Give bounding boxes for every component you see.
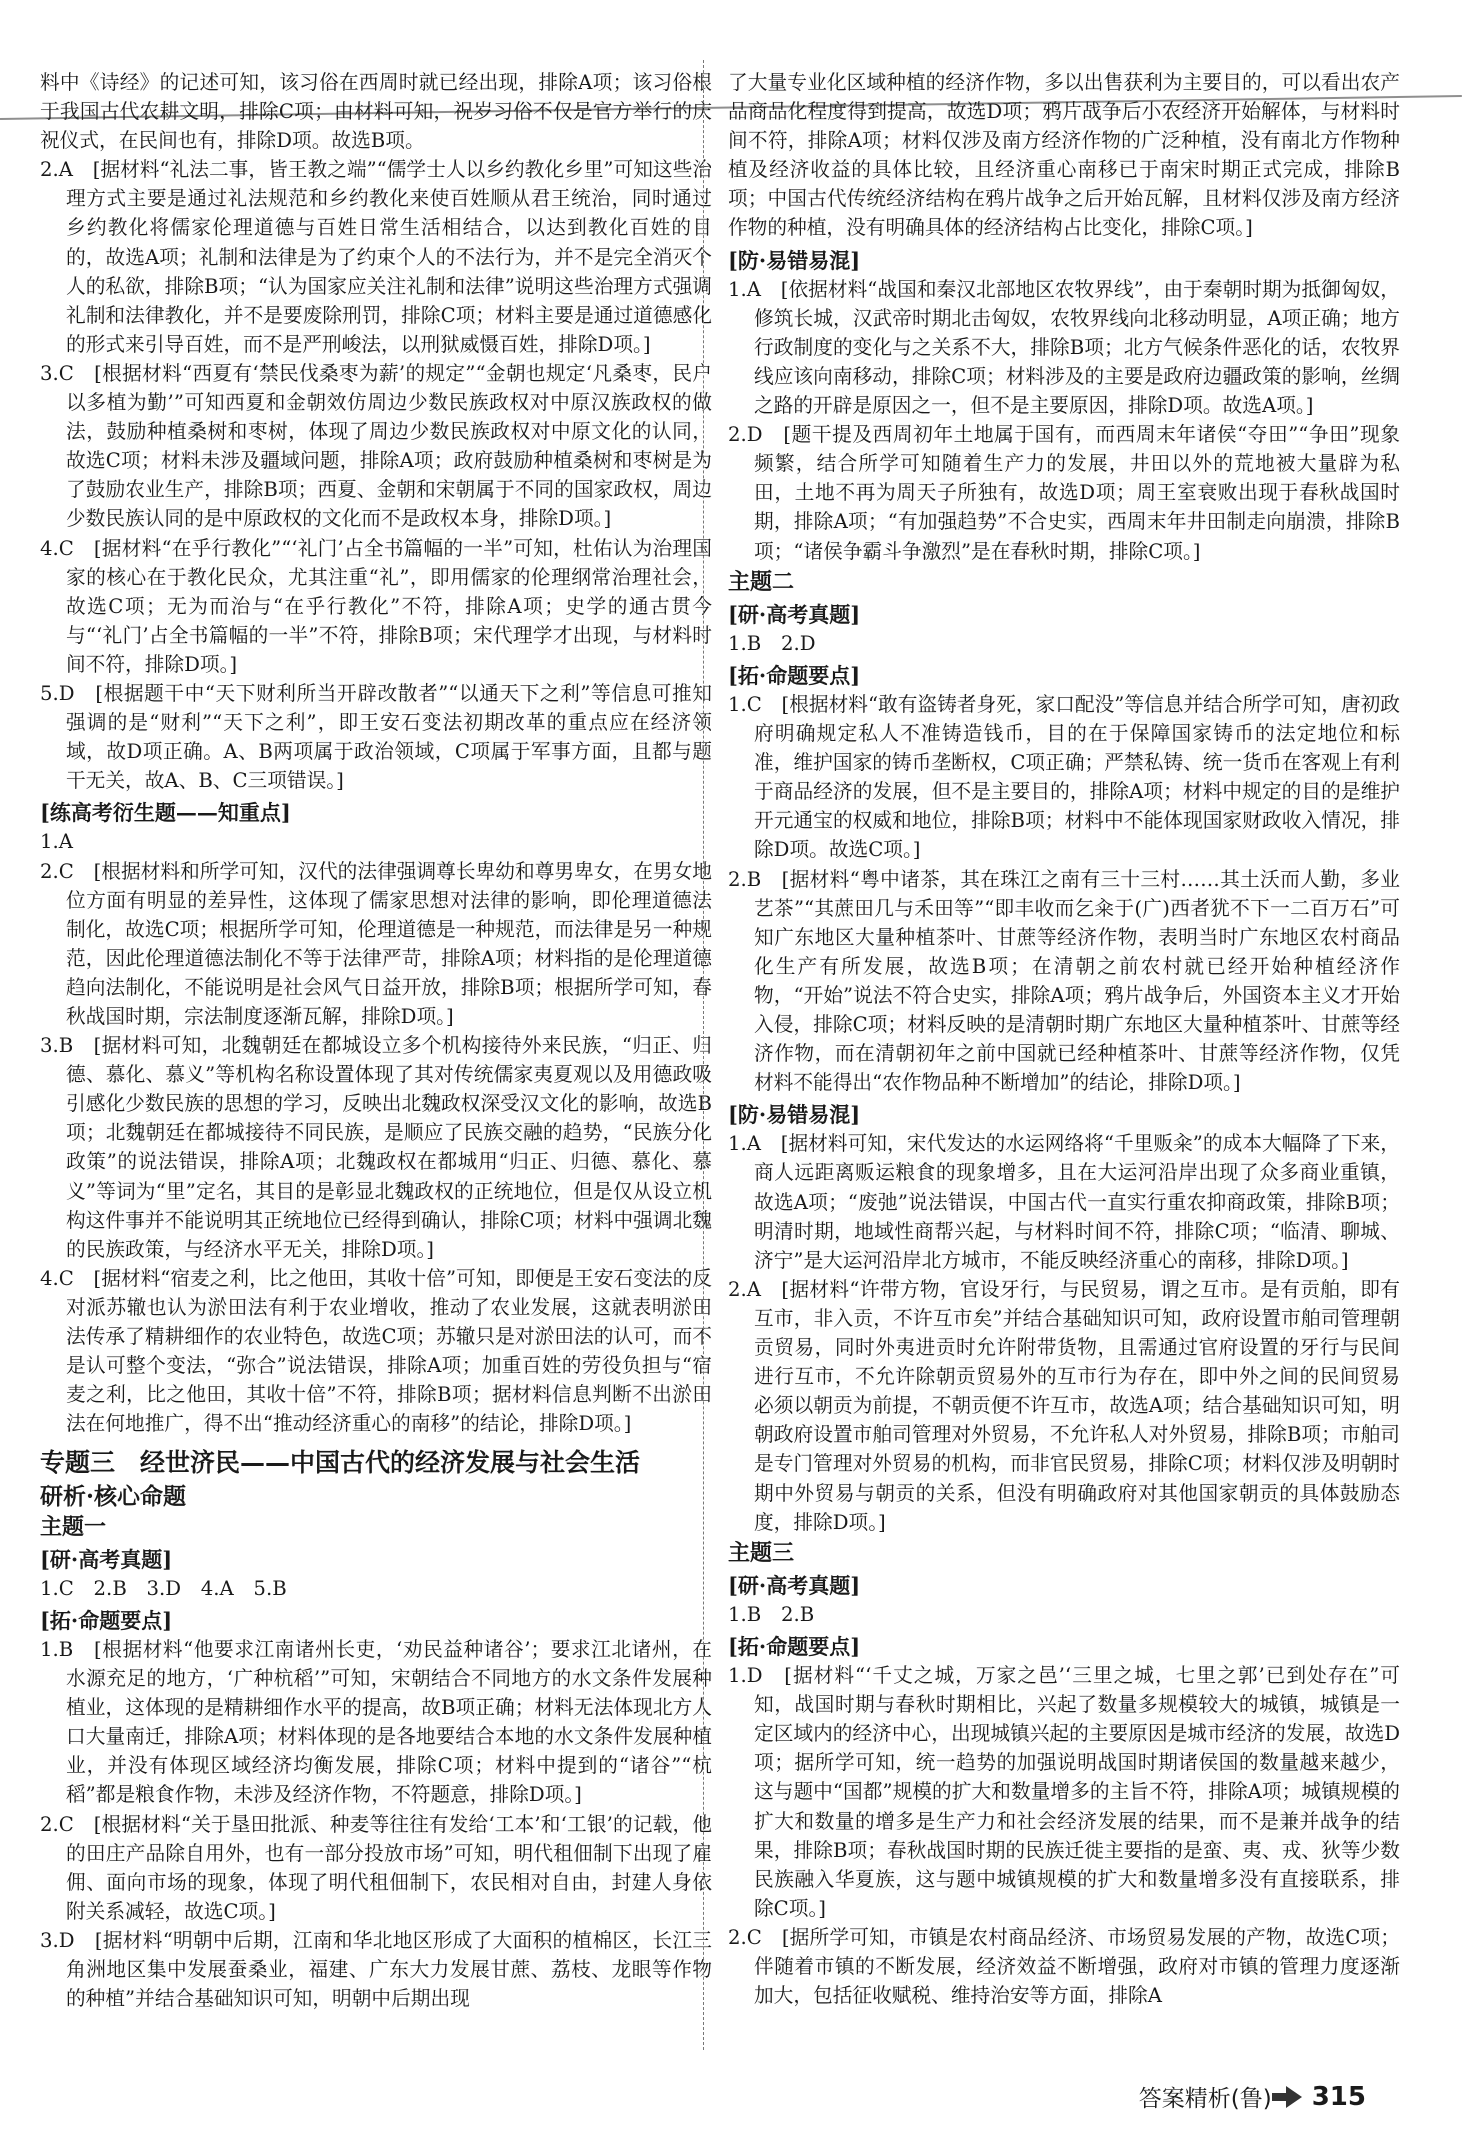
answer-item: 5.D [根据题干中“天下财利所当开辟改散者”“以通天下之利”等信息可推知强调的是“财利”“天下之利”，即王安石变法初期改革的重点应在经济领域，故D项正确。A、B两项属于政治领域，C项属于军事方面，且都与题干无关，故A、B、C三项错误。] [40,681,712,793]
answer-item: 2.A [据材料“许带方物，官设牙行，与民贸易，谓之互市。是有贡舶，即有互市，非入贡，不许互市矣”并结合基础知识可知，政府设置市舶司管理朝贡贸易，同时外夷进贡时允许附带货物，且需通过官府设置的牙行与民间进行互市，不允许除朝贡贸易外的互市行为存在，即中外之间的民间贸易必须以朝贡为前提，不朝贡便不许互市，故选A项；结合基础知识可知，明朝政府设置市舶司管理对外贸易，不允许私人对外贸易，排除B项；市舶司是专门管理对外贸易的机构，而非官民贸易，排除C项；材料仅涉及明朝时期中外贸易与朝贡的关系，但没有明确政府对其他国家朝贡的具体鼓励态度，排除D项。] [728,1277,1400,1534]
answer-item: 1.C [根据材料“敢有盗铸者身死，家口配没”等信息并结合所学可知，唐初政府明确规定私人不准铸造钱币，目的在于保障国家铸币的法定地位和标准，维护国家的铸币垄断权，C项正确；严禁私铸、统一货币在客观上有利于商品经济的发展，但不是主要目的，排除A项；材料中规定的目的是维护开元通宝的权威和地位，排除B项；材料中不能体现国家财政收入情况，排除D项。故选C项。] [728,692,1400,862]
section-tag: [练高考衍生题——知重点] [40,800,291,826]
paragraph: 1.C 2.B 3.D 4.A 5.B [40,1576,287,1600]
section-tag: [防·易错易混] [728,247,861,273]
answer-item: 2.C [根据材料“关于垦田批派、种麦等往往有发给‘工本’和‘工银’的记载，他的田庄产品除自用外，也有一部分投放市场”可知，明代租佃制下出现了雇佣、面向市场的现象，体现了明代租佃制下，农民相对自由，封建人身依附关系减轻，故选C项。] [40,1812,712,1923]
section-tag: [研·高考真题] [728,1572,861,1598]
section-tag: [研·高考真题] [40,1546,173,1572]
chapter-heading: 专题三 经世济民——中国古代的经济发展与社会生活 [40,1448,641,1478]
topic-heading: 主题一 [40,1513,107,1540]
paragraph: 1.A [40,830,74,854]
page-footer [1139,2080,1366,2113]
footer-label: 答案精析(鲁) [1138,2086,1272,2112]
answer-item: 3.D [据材料“明朝中后期，江南和华北地区形成了大面积的植棉区，长江三角洲地区集中发展蚕桑业，福建、广东大力发展甘蔗、荔枝、龙眼等作物的种植”并结合基础知识可知，明朝中后期出现 [40,1928,712,2011]
topic-heading: 主题二 [728,568,795,595]
page-number: 315 [1311,2081,1366,2112]
section-tag: [拓·命题要点] [40,1607,173,1633]
section-tag: [拓·命题要点] [728,662,861,688]
answer-item: 3.C [根据材料“西夏有‘禁民伐桑枣为薪’的规定”“金朝也规定‘凡桑枣，民户以多植为勤’”可知西夏和金朝效仿周边少数民族政权对中原汉族政权的做法，鼓励种植桑树和枣树，体现了周边少数民族政权对中原文化的认同，故选C项；材料未涉及疆域问题，排除A项；政府鼓励种植桑树和枣树是为了鼓励农业生产，排除B项；西夏、金朝和宋朝属于不同的国家政权，周边少数民族认同的是中原政权的文化而不是政权本身，排除D项。] [40,361,712,531]
answer-item: 2.C [根据材料和所学可知，汉代的法律强调尊长卑幼和尊男卑女，在男女地位方面有明显的差异性，这体现了儒家思想对法律的影响，即伦理道德法制化，故选C项；根据所学可知，伦理道德是一种规范，而法律是另一种规范，因此伦理道德法制化不等于法律严苛，排除A项；材料指的是伦理道德趋向法制化，不能说明是社会风气日益开放，排除B项；根据所学可知，春秋战国时期，宗法制度逐渐瓦解，排除D项。] [40,859,712,1028]
paragraph: 1.B 2.D [728,631,816,655]
section-tag: [研·高考真题] [728,601,861,627]
answer-item: 3.B [据材料可知，北魏朝廷在都城设立多个机构接待外来民族，“归正、归德、慕化、慕义”等机构名称设置体现了其对传统儒家夷夏观以及用德政吸引感化少数民族的思想的学习，反映出北魏政权深受汉文化的影响，故选B项；北魏朝廷在都城接待不同民族，是顺应了民族交融的趋势，“民族分化政策”的说法错误，排除A项；北魏政权在都城用“归正、归德、慕化、慕义”等词为“里”定名，其目的是彰显北魏政权的正统地位，但是仅从设立机构这件事并不能说明其正统地位已经得到确认，排除C项；材料中强调北魏的民族政策，与经济水平无关，排除D项。] [40,1034,712,1261]
answer-item: 4.C [据材料“在乎行教化”“‘礼门’占全书篇幅的一半”可知，杜佑认为治理国家的核心在于教化民众，尤其注重“礼”，即用儒家的伦理纲常治理社会，故选C项；无为而治与“在乎行教化”不符，排除A项；史学的通古贯今与“‘礼门’占全书篇幅的一半”不符，排除B项；宋代理学才出现，与材料时间不符，排除D项。] [40,536,712,676]
answer-item: 2.A [据材料“礼法二事，皆王教之端”“儒学士人以乡约教化乡里”可知这些治理方式主要是通过礼法规范和乡约教化来使百姓顺从君王统治，同时通过乡约教化将儒家伦理道德与百姓日常生活相结合，以达到教化百姓的目的，故选A项；礼制和法律是为了约束个人的不法行为，并不是完全消灭个人的私欲，排除B项；“认为国家应关注礼制和法律”说明这些治理方式强调礼制和法律教化，并不是要废除刑罚，排除C项；材料主要是通过道德感化的形式来引导百姓，而不是严刑峻法，以刑狱威慑百姓，排除D项。] [40,158,712,356]
paragraph: 1.B 2.B [728,1602,815,1626]
answer-item: 4.C [据材料“宿麦之利，比之他田，其收十倍”可知，即便是王安石变法的反对派苏辙也认为淤田法有利于农业增收，推动了农业发展，这就表明淤田法传承了精耕细作的农业特色，故选C项；苏辙只是对淤田法的认可，而不是认可整个变法，“弥合”说法错误，排除A项；加重百姓的劳役负担与“宿麦之利，比之他田，其收十倍”不符，排除B项；据材料信息判断不出淤田法在何地推广，得不出“推动经济重心的南移”的结论，排除D项。] [40,1266,712,1436]
paragraph: 料中《诗经》的记述可知，该习俗在西周时就已经出现，排除A项；该习俗根于我国古代农耕文明，排除C项；由材料可知，祝岁习俗不仅是官方举行的庆祝仪式，在民间也有，排除D项。故选B项。 [40,71,712,153]
right-column [728,68,1400,2010]
section-tag: [防·易错易混] [728,1102,861,1128]
answer-item: 1.B [根据材料“他要求江南诸州长吏，‘劝民益种诸谷’；要求江北诸州，在水源充足的地方，‘广种杭稻’”可知，宋朝结合不同地方的水文条件发展种植业，这体现的是精耕细作水平的提高，故B项正确；材料无法体现北方人口大量南迁，排除A项；材料体现的是各地要结合本地的水文条件发展种植业，并没有体现区域经济均衡发展，排除C项；材料中提到的“诸谷”“杭稻”都是粮食作物，未涉及经济作物，不符题意，排除D项。] [40,1637,712,1807]
column-divider [703,60,704,2050]
section-heading: 研析·核心命题 [40,1482,187,1510]
topic-heading: 主题三 [728,1539,795,1566]
answer-item: 2.C [据所学可知，市镇是农村商品经济、市场贸易发展的产物，故选C项；伴随着市镇的不断发展，经济效益不断增强，政府对市镇的管理力度逐渐加大，包括征收赋税、维持治安等方面，排除A [728,1925,1400,2008]
answer-item: 1.D [据材料“‘千丈之城，万家之邑’‘三里之城，七里之郭’已到处存在”可知，战国时期与春秋时期相比，兴起了数量多规模较大的城镇，城镇是一定区域内的经济中心，出现城镇兴起的主要原因是城市经济的发展，故选D项；据所学可知，统一趋势的加强说明战国时期诸侯国的数量越来越少，这与题中“国都”规模的扩大和数量增多的主旨不符，排除A项；城镇规模的扩大和数量的增多是生产力和社会经济发展的结果，而不是兼并战争的结果，排除B项；春秋战国时期的民族迁徙主要指的是蛮、夷、戎、狄等少数民族融入华夏族，这与题中城镇规模的扩大和数量增多没有直接联系，排除C项。] [728,1664,1400,1920]
answer-item: 2.D [题干提及西周初年土地属于国有，而西周末年诸侯“夺田”“争田”现象频繁，结合所学可知随着生产力的发展，井田以外的荒地被大量辟为私田，土地不再为周天子所独有，故选D项；周王室衰败出现于春秋战国时期，排除A项；“有加强趋势”不合史实，西周末年井田制走向崩溃，排除B项；“诸侯争霸斗争激烈”是在春秋时期，排除C项。] [728,423,1400,563]
paragraph: 了大量专业化区域种植的经济作物，多以出售获利为主要目的，可以看出农产品商品化程度得到提高，故选D项；鸦片战争后小农经济开始解体，与材料时间不符，排除A项；材料仅涉及南方经济作物的广泛种植，没有南北方作物种植及经济收益的具体比较，且经济重心南移已于南宋时期正式完成，排除B项；中国古代传统经济结构在鸦片战争之后开始瓦解，且材料仅涉及南方经济作物的种植，没有明确具体的经济结构占比变化，排除C项。] [728,71,1400,240]
section-tag: [拓·命题要点] [728,1633,861,1659]
answer-item: 1.A [据材料可知，宋代发达的水运网络将“千里贩籴”的成本大幅降了下来，商人远距离贩运粮食的现象增多，且在大运河沿岸出现了众多商业重镇，故选A项；“废弛”说法错误，中国古代一直实行重农抑商政策，排除B项；明清时期，地域性商帮兴起，与材料时间不符，排除C项；“临清、聊城、济宁”是大运河沿岸北方城市，不能反映经济重心的南移，排除D项。] [728,1132,1400,1272]
answer-item: 2.B [据材料“粤中诸茶，其在珠江之南有三十三村……其土沃而人勤，多业艺茶”“其蔗田几与禾田等”“即丰收而乞籴于(广)西者犹不下一二百万石”可知广东地区大量种植茶叶、甘蔗等经济作物，表明当时广东地区农村商品化生产有所发展，故选B项；在清朝之前农村就已经开始种植经济作物，“开始”说法不符合史实，排除A项；鸦片战争后，外国资本主义才开始入侵，排除C项；材料反映的是清朝时期广东地区大量种植茶叶、甘蔗等经济作物，而在清朝初年之前中国就已经种植茶叶、甘蔗等经济作物，仅凭材料不能得出“农作物品种不断增加”的结论，排除D项。] [728,867,1400,1095]
arrow-right-icon [1286,2086,1302,2108]
answer-item: 1.A [依据材料“战国和秦汉北部地区农牧界线”，由于秦朝时期为抵御匈奴，修筑长城，汉武帝时期北击匈奴，农牧界线向北移动明显，A项正确；地方行政制度的变化与之关系不大，排除B项；北方气候条件恶化的话，农牧界线应该向南移动，排除C项；材料涉及的主要是政府边疆政策的影响，丝绸之路的开辟是原因之一，但不是主要原因，排除D项。故选A项。] [728,277,1400,418]
left-column [40,68,712,2013]
